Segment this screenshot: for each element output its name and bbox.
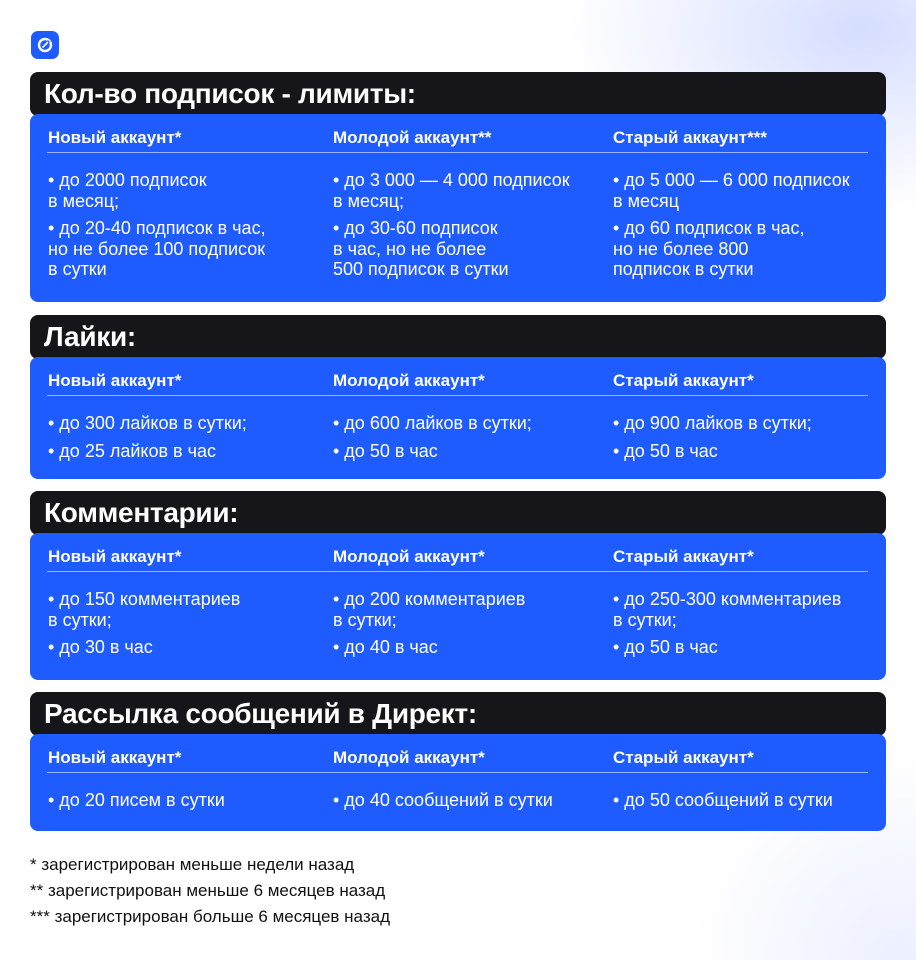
account-column xyxy=(48,533,318,665)
limits-list xyxy=(333,170,603,280)
limit-item: • до 50 в час xyxy=(613,637,718,657)
limit-item: • до 50 сообщений в сутки xyxy=(613,790,833,810)
limit-item: • до 300 лайков в сутки; xyxy=(48,413,247,433)
section-3 xyxy=(30,491,886,680)
account-column xyxy=(613,734,873,818)
section-title: Лайки: xyxy=(30,315,886,359)
limit-item: • до 250-300 комментариев в сутки; xyxy=(613,589,842,630)
limits-list xyxy=(48,790,318,811)
limits-list xyxy=(48,413,318,461)
limit-item: • до 40 сообщений в сутки xyxy=(333,790,553,810)
column-heading: Старый аккаунт*** xyxy=(613,128,767,147)
section-title: Комментарии: xyxy=(30,491,886,535)
footnotes xyxy=(30,852,390,930)
limit-item: • до 600 лайков в сутки; xyxy=(333,413,532,433)
limit-item: • до 150 комментариев в сутки; xyxy=(48,589,241,630)
section-4 xyxy=(30,692,886,831)
column-heading: Новый аккаунт* xyxy=(48,547,182,566)
limits-list xyxy=(613,790,873,811)
limit-item: • до 40 в час xyxy=(333,637,438,657)
limits-list xyxy=(48,170,318,280)
limits-list xyxy=(333,413,603,461)
limit-item: • до 30-60 подписок в час, но не более 500 подписок в сутки xyxy=(333,218,509,279)
limit-item: • до 900 лайков в сутки; xyxy=(613,413,812,433)
limit-item: • до 20-40 подписок в час, но не более 100 подписок в сутки xyxy=(48,218,266,279)
limit-item: • до 20 писем в сутки xyxy=(48,790,225,810)
account-column xyxy=(333,533,603,665)
limits-list xyxy=(613,413,873,461)
account-column xyxy=(613,357,873,468)
column-heading: Молодой аккаунт* xyxy=(333,748,485,767)
account-column xyxy=(48,357,318,468)
limit-item: • до 50 в час xyxy=(333,440,438,461)
section-card xyxy=(30,533,886,680)
limit-item: • до 200 комментариев в сутки; xyxy=(333,589,526,630)
section-card xyxy=(30,734,886,831)
limit-item: • до 60 подписок в час, но не более 800 подписок в сутки xyxy=(613,218,805,279)
limits-list xyxy=(333,790,603,811)
footnote-1: * зарегистрирован меньше недели назад xyxy=(30,855,355,874)
account-column xyxy=(333,357,603,468)
column-heading: Старый аккаунт* xyxy=(613,547,754,566)
column-heading: Молодой аккаунт** xyxy=(333,128,492,147)
account-column xyxy=(613,114,873,287)
footnote-2: ** зарегистрирован меньше 6 месяцев назад xyxy=(30,881,386,900)
column-heading: Старый аккаунт* xyxy=(613,371,754,390)
limit-item: • до 50 в час xyxy=(613,440,718,461)
column-heading: Старый аккаунт* xyxy=(613,748,754,767)
limits-list xyxy=(613,170,873,280)
account-column xyxy=(613,533,873,665)
limits-list xyxy=(48,589,318,658)
limits-list xyxy=(333,589,603,658)
footnote-3: *** зарегистрирован больше 6 месяцев назад xyxy=(30,907,390,926)
column-heading: Новый аккаунт* xyxy=(48,748,182,767)
account-column xyxy=(48,114,318,287)
section-1 xyxy=(30,72,886,302)
column-heading: Молодой аккаунт* xyxy=(333,547,485,566)
limit-item: • до 25 лайков в час xyxy=(48,440,217,461)
column-heading: Новый аккаунт* xyxy=(48,371,182,390)
app-logo-icon xyxy=(31,31,59,59)
account-column xyxy=(48,734,318,818)
column-heading: Молодой аккаунт* xyxy=(333,371,485,390)
limit-item: • до 3 000 — 4 000 подписок в месяц; xyxy=(333,170,570,211)
limit-item: • до 30 в час xyxy=(48,637,153,657)
section-card xyxy=(30,357,886,479)
limit-item: • до 5 000 — 6 000 подписок в месяц xyxy=(613,170,850,211)
account-column xyxy=(333,734,603,818)
limits-list xyxy=(613,589,873,658)
column-heading: Новый аккаунт* xyxy=(48,128,182,147)
section-card xyxy=(30,114,886,302)
section-title: Кол-во подписок - лимиты: xyxy=(30,72,886,116)
limit-item: • до 2000 подписок в месяц; xyxy=(48,170,207,211)
section-2 xyxy=(30,315,886,479)
account-column xyxy=(333,114,603,287)
section-title: Рассылка сообщений в Директ: xyxy=(30,692,886,736)
